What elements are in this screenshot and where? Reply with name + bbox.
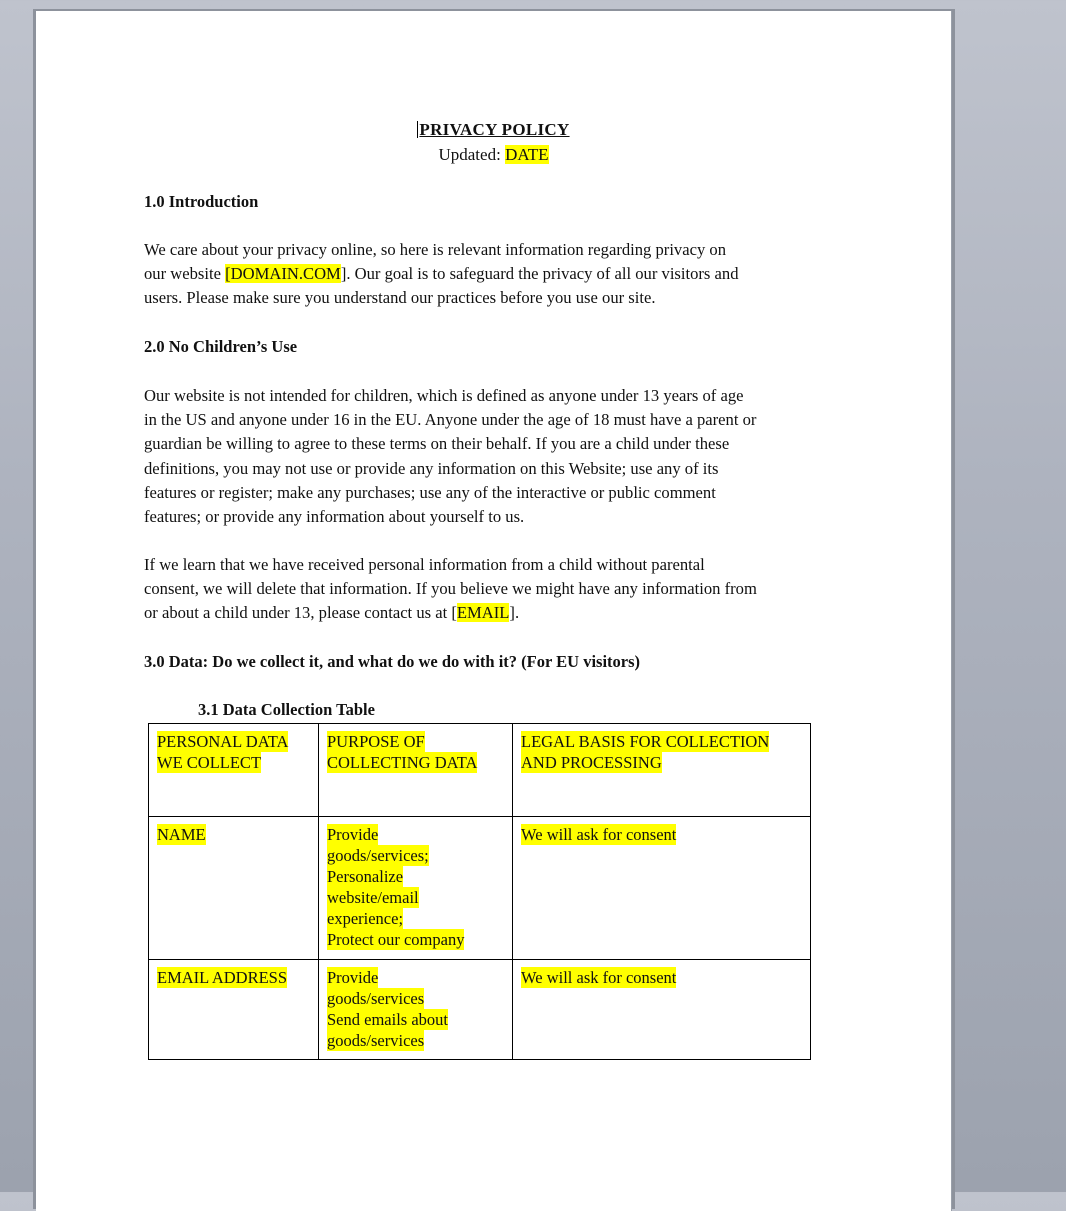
cell-line: Provide [327, 825, 379, 844]
paragraph-line: definitions, you may not use or provide any information on this Website; use any of its [144, 458, 719, 478]
updated-line [36, 145, 951, 165]
text-run: or about a child under 13, please contact us at [ [144, 603, 457, 623]
table-header-row [149, 724, 811, 817]
paragraph-line [144, 601, 854, 625]
paragraph-line: If we learn that we have received personal information from a child without parental [144, 555, 705, 574]
cell-purpose-name[interactable] [319, 817, 513, 960]
domain-placeholder: [DOMAIN.COM [225, 264, 341, 284]
paragraph-line: users. Please make sure you understand our practices before you use our site. [144, 288, 656, 308]
children-paragraph-2 [144, 553, 854, 626]
cell-line: NAME [157, 825, 206, 844]
paragraph-line: features; or provide any information about yourself to us. [144, 507, 525, 527]
subsection-heading-data-table: 3.1 Data Collection Table [198, 700, 375, 719]
cell-line: COLLECTING DATA [327, 753, 478, 772]
cell-line: AND PROCESSING [521, 753, 662, 772]
section-heading-children: 2.0 No Children’s Use [144, 337, 298, 356]
cell-line: goods/services [327, 1031, 425, 1050]
title-text: PRIVACY POLICY [419, 120, 570, 139]
text-run: ]. Our goal is to safeguard the privacy of all our visitors and [340, 264, 739, 284]
cell-line: We will ask for consent [521, 968, 677, 987]
cell-basis-email[interactable] [513, 960, 811, 1060]
cell-line: WE COLLECT [157, 753, 262, 772]
cell-data-name[interactable] [149, 817, 319, 960]
paragraph-line: in the US and anyone under 16 in the EU. Anyone under the age of 18 must have a parent or [144, 410, 757, 430]
cell-line: Send emails about [327, 1010, 448, 1029]
email-placeholder: EMAIL [456, 603, 510, 623]
cell-line: LEGAL BASIS FOR COLLECTION [521, 732, 770, 751]
paragraph-line: We care about your privacy online, so here is relevant information regarding privacy on [144, 240, 726, 259]
cell-line: EMAIL ADDRESS [157, 968, 288, 987]
section-heading-data: 3.0 Data: Do we collect it, and what do we do with it? (For EU visitors) [144, 652, 641, 671]
cell-purpose-email[interactable] [319, 960, 513, 1060]
table-row [149, 817, 811, 960]
text-run: ]. [509, 603, 520, 623]
cell-line: PURPOSE OF [327, 732, 425, 751]
cell-line: goods/services [327, 989, 425, 1008]
cell-line: Personalize [327, 867, 404, 886]
paragraph-line: Our website is not intended for children, which is defined as anyone under 13 years of age [144, 386, 744, 405]
cell-line: Provide [327, 968, 379, 987]
cell-line: PERSONAL DATA [157, 732, 289, 751]
updated-date-placeholder: DATE [505, 145, 549, 164]
header-cell-legal-basis[interactable] [513, 724, 811, 817]
cell-basis-name[interactable] [513, 817, 811, 960]
data-collection-table [148, 723, 811, 1060]
table-row [149, 960, 811, 1060]
paragraph-line: consent, we will delete that information. If you believe we might have any information from [144, 579, 757, 599]
document-page[interactable] [36, 11, 951, 1211]
cell-line: goods/services; [327, 846, 429, 865]
cell-data-email[interactable] [149, 960, 319, 1060]
cell-line: experience; [327, 909, 404, 928]
updated-label: Updated: [438, 145, 506, 164]
children-paragraph-1 [144, 384, 854, 529]
section-heading-introduction: 1.0 Introduction [144, 192, 259, 211]
document-title [36, 120, 951, 140]
paragraph-line [144, 262, 854, 286]
header-cell-personal-data[interactable] [149, 724, 319, 817]
header-cell-purpose[interactable] [319, 724, 513, 817]
text-run: our website [144, 264, 226, 284]
paragraph-line: features or register; make any purchases; use any of the interactive or public comment [144, 482, 716, 502]
cell-line: We will ask for consent [521, 825, 677, 844]
intro-paragraph [144, 238, 854, 311]
cell-line: website/email [327, 888, 419, 907]
cell-line: Protect our company [327, 930, 465, 949]
paragraph-line: guardian be willing to agree to these terms on their behalf. If you are a child under these [144, 434, 730, 454]
